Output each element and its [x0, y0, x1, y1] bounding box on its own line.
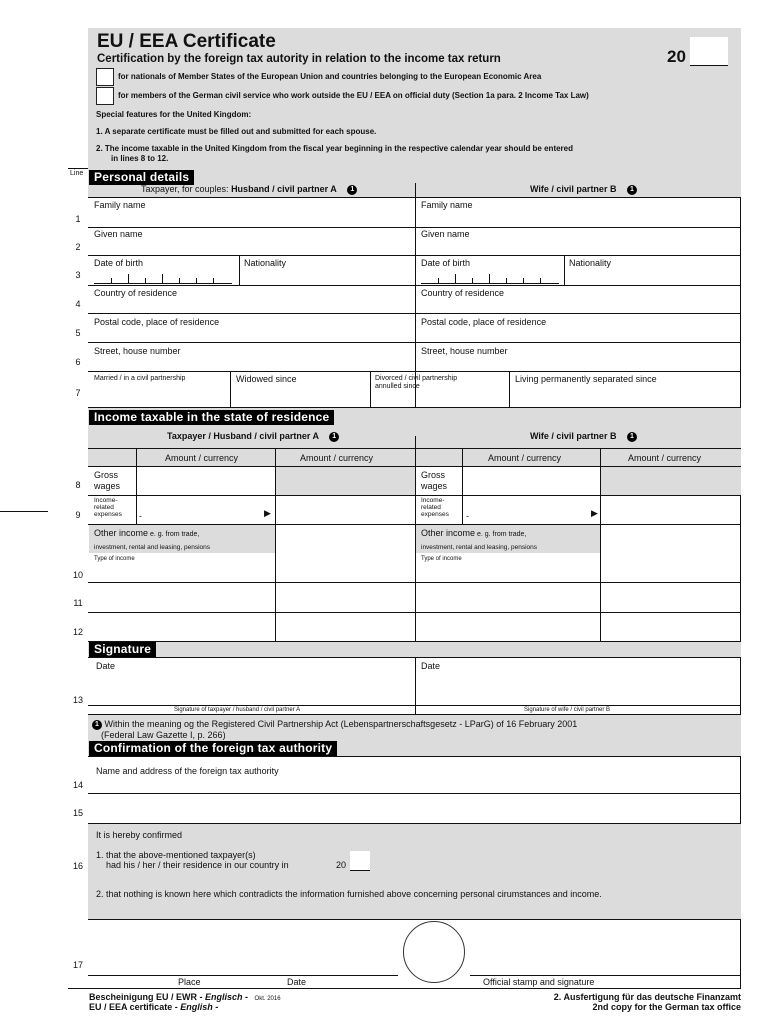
postal-label-a: Postal code, place of residence	[94, 317, 220, 327]
arrow-right-icon: ▶	[264, 508, 271, 518]
amount-header-b1: Amount / currency	[488, 453, 562, 463]
line-number: 10	[72, 570, 83, 580]
line-number: 5	[75, 328, 81, 338]
gross-wages-shade-b	[601, 467, 741, 495]
gross-wages-label-b: Gross wages	[421, 470, 448, 491]
divorced-label: Divorced / civil partnership annulled since	[375, 375, 458, 390]
married-label: Married / in a civil partnership	[94, 375, 186, 382]
widowed-label: Widowed since	[236, 374, 297, 384]
street-label-b: Street, house number	[421, 346, 508, 356]
footer-left-1: Bescheinigung EU / EWR - Englisch - Okt. 2016	[89, 992, 281, 1002]
dob-field-a[interactable]	[94, 270, 232, 284]
confirmed-label: It is hereby confirmed	[96, 830, 183, 840]
type-of-income-label-b: Type of income	[421, 556, 462, 562]
line-number: 14	[72, 780, 83, 790]
postal-label-b: Postal code, place of residence	[421, 317, 547, 327]
line-number: 2	[75, 242, 81, 252]
checkbox-eu-eea[interactable]	[96, 68, 114, 86]
family-name-input-b[interactable]	[419, 211, 737, 226]
option-eu-label: for nationals of Member States of the European Union and countries belonging to the European Economic Area	[118, 72, 542, 81]
arrow-right-icon: ▶	[591, 508, 598, 518]
special-features-1: 1. A separate certificate must be filled out and submitted for each spouse.	[96, 127, 377, 136]
line-number: 3	[75, 270, 81, 280]
tax-authority-input[interactable]	[92, 778, 737, 792]
street-label-a: Street, house number	[94, 346, 181, 356]
section-confirmation: Confirmation of the foreign tax authority	[89, 741, 337, 756]
footnote-1-icon: 1	[627, 432, 637, 442]
tax-authority-label: Name and address of the foreign tax authority	[96, 766, 279, 776]
given-name-label-b: Given name	[421, 229, 470, 239]
sig-date-label-b: Date	[421, 661, 441, 671]
line-number: 7	[75, 388, 81, 398]
year-input[interactable]	[690, 37, 728, 65]
type-of-income-label-a: Type of income	[94, 556, 135, 562]
family-name-input-a[interactable]	[92, 211, 410, 226]
place-label: Place	[178, 977, 201, 987]
residence-year-input[interactable]	[350, 851, 370, 871]
year-field[interactable]	[690, 37, 728, 66]
special-features-title: Special features for the United Kingdom:	[96, 110, 252, 119]
line-number: 4	[75, 299, 81, 309]
year-prefix: 20	[667, 47, 686, 66]
option-civil-label: for members of the German civil service who work outside the EU / EEA on official duty (Section 1a para. 2 Income Tax Law)	[118, 91, 589, 100]
line-number: 17	[72, 960, 83, 970]
sig-caption-a: Signature of taxpayer / husband / civil partner A	[174, 707, 301, 713]
date-label: Date	[287, 977, 307, 987]
point-1a: 1. that the above-mentioned taxpayer(s)	[96, 850, 256, 860]
line-number: 9	[75, 510, 81, 520]
dob-label-b: Date of birth	[421, 258, 471, 268]
gross-wages-shade-a	[276, 467, 415, 495]
residence-year-prefix: 20	[336, 860, 347, 870]
dob-label-a: Date of birth	[94, 258, 144, 268]
footer-left-2: EU / EEA certificate - English -	[89, 1002, 219, 1012]
footnote-text: 1 Within the meaning og the Registered Civil Partnership Act (Lebenspartnerschaftsgesetz - LParG) of 16 February 2001 (Federal Law Gazette I, p. 266)	[92, 719, 577, 740]
page-title: EU / EEA Certificate	[97, 31, 276, 52]
special-features-2a: 2. The income taxable in the United Kingdom from the fiscal year beginning in the respective calendar year should be entered	[96, 144, 574, 153]
column-header-b: Wife / civil partner B 1	[530, 184, 637, 195]
line-number: 1	[75, 214, 81, 224]
line-number: 8	[75, 480, 81, 490]
stamp-signature-label: Official stamp and signature	[483, 977, 595, 987]
income-related-label-a: Income- related expenses	[94, 497, 122, 518]
fold-mark	[0, 511, 48, 512]
footnote-1-icon: 1	[92, 720, 102, 730]
given-name-input-b[interactable]	[419, 240, 737, 254]
point-2: 2. that nothing is known here which contradicts the information furnished above concerning personal cirumstances and income.	[96, 889, 602, 899]
family-name-label-a: Family name	[94, 200, 146, 210]
footnote-1-icon: 1	[627, 185, 637, 195]
line-number: 12	[72, 627, 83, 637]
signature-field-a[interactable]	[92, 674, 410, 704]
amount-header-a2: Amount / currency	[300, 453, 374, 463]
given-name-input-a[interactable]	[92, 240, 410, 254]
page-subtitle: Certification by the foreign tax autority in relation to the income tax return	[97, 53, 501, 65]
line-number: 11	[73, 598, 83, 608]
other-income-label-a: Other income e. g. from trade,	[94, 528, 200, 538]
separated-label: Living permanently separated since	[515, 374, 657, 384]
column-divider	[415, 657, 416, 715]
section-income: Income taxable in the state of residence	[89, 410, 334, 425]
nationality-label-a: Nationality	[244, 258, 287, 268]
line-column-label: Line	[70, 170, 84, 177]
dob-field-b[interactable]	[421, 270, 559, 284]
checkbox-civil-service[interactable]	[96, 87, 114, 105]
footnote-1-icon: 1	[329, 432, 339, 442]
point-1b: had his / her / their residence in our country in	[106, 860, 289, 870]
column-header-a: Taxpayer, for couples: Husband / civil partner A 1	[141, 184, 357, 195]
sig-date-label-a: Date	[96, 661, 116, 671]
section-signature: Signature	[89, 642, 156, 657]
line-number: 15	[72, 808, 83, 818]
gross-wages-label-a: Gross wages	[94, 470, 121, 491]
footer-right-1: 2. Ausfertigung für das deutsche Finanzamt	[553, 992, 741, 1002]
line-number: 16	[72, 861, 83, 871]
income-header-b: Wife / civil partner B 1	[530, 431, 637, 442]
footer-right-2: 2nd copy for the German tax office	[592, 1002, 741, 1012]
family-name-label-b: Family name	[421, 200, 473, 210]
other-income-label-b: Other income e. g. from trade,	[421, 528, 527, 538]
given-name-label-a: Given name	[94, 229, 143, 239]
amount-header-b2: Amount / currency	[628, 453, 702, 463]
income-header-a: Taxpayer / Husband / civil partner A 1	[167, 431, 339, 442]
line-number: 6	[75, 357, 81, 367]
official-stamp-circle	[403, 921, 465, 983]
country-label-b: Country of residence	[421, 288, 505, 298]
nationality-label-b: Nationality	[569, 258, 612, 268]
country-label-a: Country of residence	[94, 288, 178, 298]
sig-caption-b: Signature of wife / civil partner B	[524, 707, 611, 713]
signature-field-b[interactable]	[419, 674, 737, 704]
line-number: 13	[72, 695, 83, 705]
amount-header-a1: Amount / currency	[165, 453, 239, 463]
footnote-1-icon: 1	[347, 185, 357, 195]
income-related-label-b: Income- related expenses	[421, 497, 449, 518]
tax-authority-input-2[interactable]	[92, 798, 737, 818]
special-features-2b: in lines 8 to 12.	[111, 154, 169, 163]
confirm-statements-bg	[88, 823, 741, 919]
section-personal-details: Personal details	[89, 170, 194, 185]
signature-header-bg	[88, 642, 741, 658]
